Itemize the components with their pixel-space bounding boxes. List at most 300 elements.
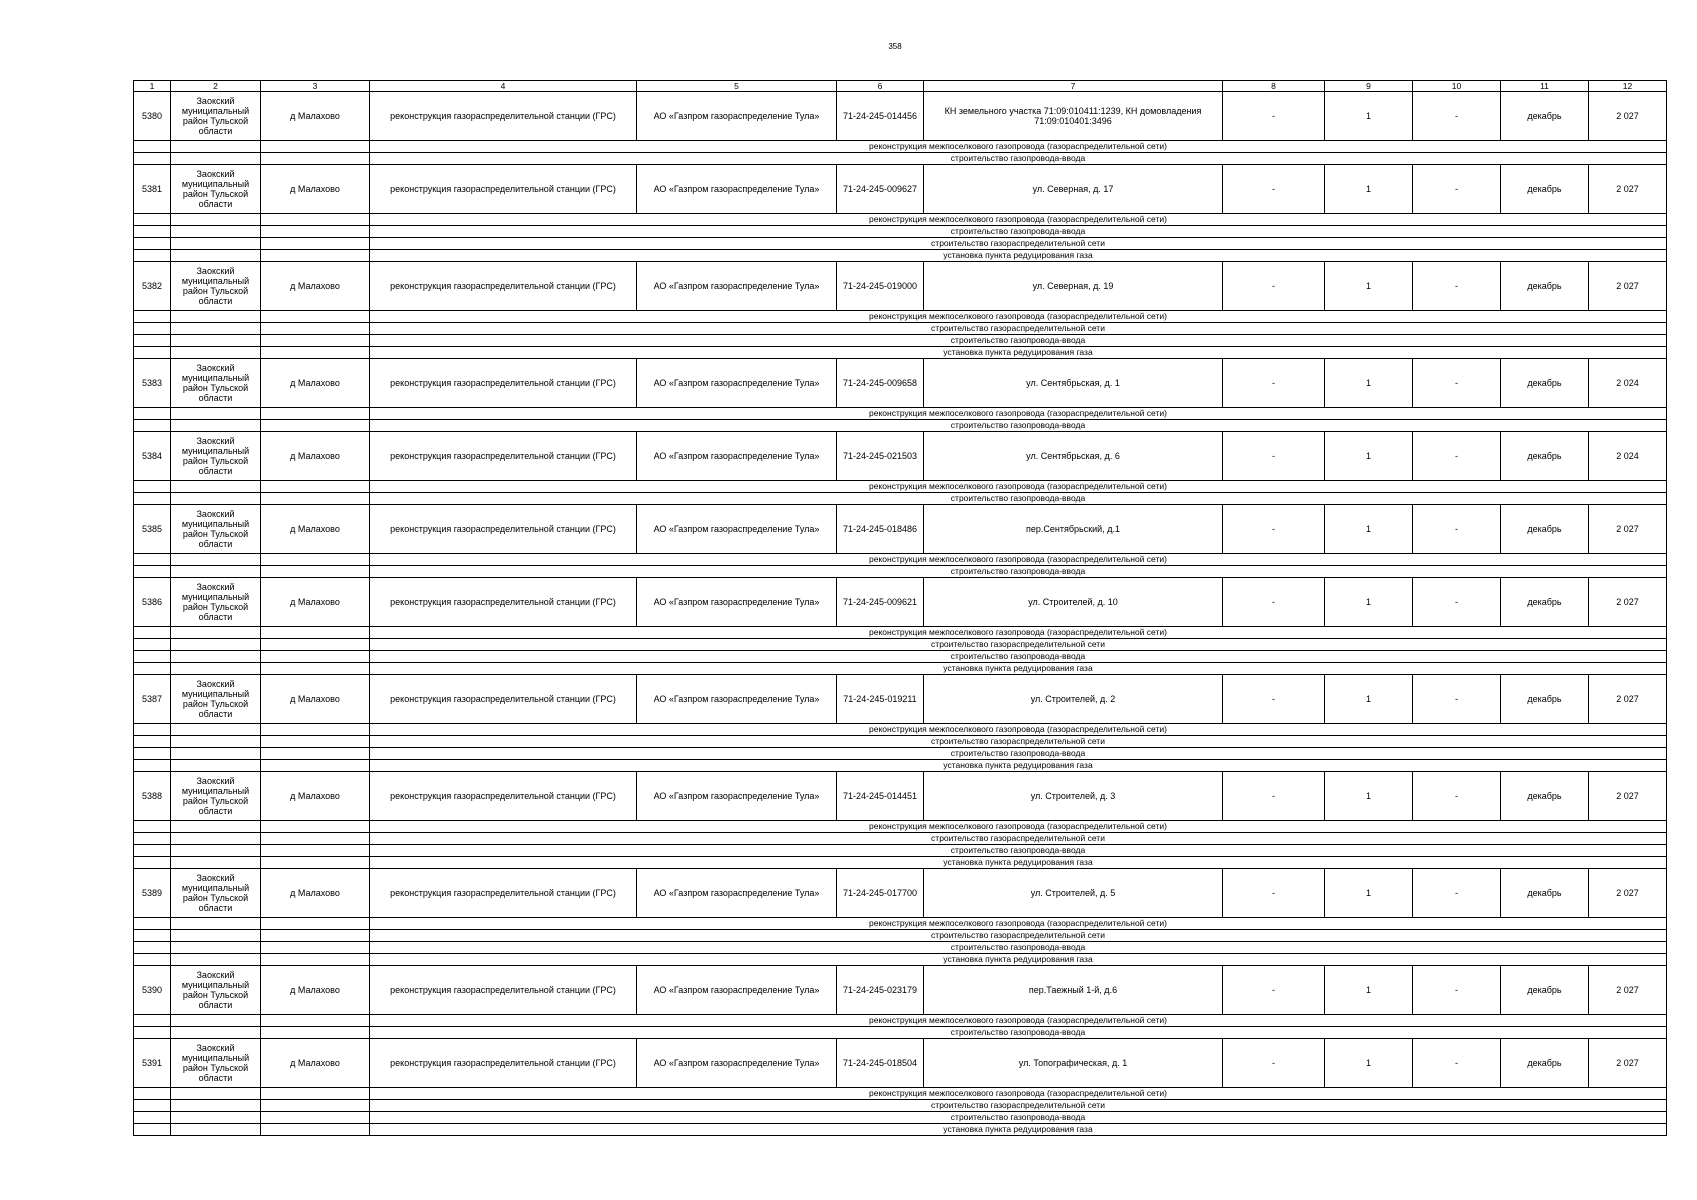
empty-cell xyxy=(134,226,171,238)
subwork-row xyxy=(134,141,1667,153)
address-cell: ул. Строителей, д. 5 xyxy=(924,869,1223,918)
subwork-description-cell: строительство газопровода-ввода xyxy=(370,748,1667,760)
empty-cell xyxy=(134,566,171,578)
subwork-row xyxy=(134,821,1667,833)
empty-cell xyxy=(171,627,261,639)
column-8-cell: - xyxy=(1223,262,1325,311)
object-code-cell: 71-24-245-019000 xyxy=(837,262,924,311)
empty-cell xyxy=(261,857,370,869)
empty-cell xyxy=(261,408,370,420)
column-header: 8 xyxy=(1223,81,1325,92)
subwork-row xyxy=(134,942,1667,954)
settlement-cell: д Малахово xyxy=(261,165,370,214)
column-10-cell: - xyxy=(1413,359,1501,408)
column-9-cell: 1 xyxy=(1325,262,1413,311)
subwork-description-cell: строительство газопровода-ввода xyxy=(370,1112,1667,1124)
row-number-cell: 5387 xyxy=(134,675,171,724)
empty-cell xyxy=(134,323,171,335)
empty-cell xyxy=(171,347,261,359)
column-header: 6 xyxy=(837,81,924,92)
settlement-cell: д Малахово xyxy=(261,432,370,481)
column-8-cell: - xyxy=(1223,869,1325,918)
empty-cell xyxy=(134,554,171,566)
empty-cell xyxy=(134,1015,171,1027)
work-type-cell: реконструкция газораспределительной станции (ГРС) xyxy=(370,966,637,1015)
empty-cell xyxy=(261,226,370,238)
empty-cell xyxy=(171,214,261,226)
settlement-cell: д Малахово xyxy=(261,92,370,141)
address-cell: ул. Сентябрьская, д. 1 xyxy=(924,359,1223,408)
work-type-cell: реконструкция газораспределительной станции (ГРС) xyxy=(370,432,637,481)
subwork-description-cell: строительство газопровода-ввода xyxy=(370,566,1667,578)
column-10-cell: - xyxy=(1413,92,1501,141)
subwork-description-cell: установка пункта редуцирования газа xyxy=(370,347,1667,359)
column-9-cell: 1 xyxy=(1325,675,1413,724)
empty-cell xyxy=(171,226,261,238)
empty-cell xyxy=(134,481,171,493)
empty-cell xyxy=(261,347,370,359)
empty-cell xyxy=(261,323,370,335)
empty-cell xyxy=(261,845,370,857)
empty-cell xyxy=(134,651,171,663)
empty-cell xyxy=(261,833,370,845)
empty-cell xyxy=(261,1015,370,1027)
row-number-cell: 5390 xyxy=(134,966,171,1015)
address-cell: КН земельного участка 71:09:010411:1239, КН домовладения 71:09:010401:3496 xyxy=(924,92,1223,141)
gas-company-cell: АО «Газпром газораспределение Тула» xyxy=(637,578,837,627)
column-header: 12 xyxy=(1589,81,1667,92)
empty-cell xyxy=(171,942,261,954)
empty-cell xyxy=(261,420,370,432)
empty-cell xyxy=(134,1027,171,1039)
subwork-row xyxy=(134,954,1667,966)
empty-cell xyxy=(261,335,370,347)
subwork-row xyxy=(134,760,1667,772)
empty-cell xyxy=(261,821,370,833)
empty-cell xyxy=(171,845,261,857)
column-8-cell: - xyxy=(1223,578,1325,627)
row-number-cell: 5384 xyxy=(134,432,171,481)
column-10-cell: - xyxy=(1413,966,1501,1015)
month-cell: декабрь xyxy=(1501,505,1589,554)
empty-cell xyxy=(261,918,370,930)
year-cell: 2 027 xyxy=(1589,869,1667,918)
subwork-row xyxy=(134,335,1667,347)
subwork-description-cell: строительство газопровода-ввода xyxy=(370,845,1667,857)
empty-cell xyxy=(171,639,261,651)
empty-cell xyxy=(261,639,370,651)
settlement-cell: д Малахово xyxy=(261,1039,370,1088)
gas-company-cell: АО «Газпром газораспределение Тула» xyxy=(637,165,837,214)
column-9-cell: 1 xyxy=(1325,505,1413,554)
subwork-description-cell: строительство газораспределительной сети xyxy=(370,1100,1667,1112)
gas-company-cell: АО «Газпром газораспределение Тула» xyxy=(637,966,837,1015)
address-cell: ул. Северная, д. 19 xyxy=(924,262,1223,311)
subwork-description-cell: строительство газопровода-ввода xyxy=(370,420,1667,432)
table-row xyxy=(134,359,1667,408)
empty-cell xyxy=(134,420,171,432)
subwork-description-cell: строительство газопровода-ввода xyxy=(370,1027,1667,1039)
column-8-cell: - xyxy=(1223,359,1325,408)
subwork-description-cell: строительство газораспределительной сети xyxy=(370,930,1667,942)
empty-cell xyxy=(134,1124,171,1136)
empty-cell xyxy=(261,311,370,323)
address-cell: пер.Сентябрьский, д.1 xyxy=(924,505,1223,554)
work-type-cell: реконструкция газораспределительной станции (ГРС) xyxy=(370,92,637,141)
subwork-description-cell: установка пункта редуцирования газа xyxy=(370,857,1667,869)
empty-cell xyxy=(261,250,370,262)
work-type-cell: реконструкция газораспределительной станции (ГРС) xyxy=(370,578,637,627)
subwork-row xyxy=(134,1100,1667,1112)
address-cell: ул. Северная, д. 17 xyxy=(924,165,1223,214)
column-header: 7 xyxy=(924,81,1223,92)
work-type-cell: реконструкция газораспределительной станции (ГРС) xyxy=(370,772,637,821)
month-cell: декабрь xyxy=(1501,92,1589,141)
district-cell: Заокский муниципальный район Тульской области xyxy=(171,92,261,141)
gas-company-cell: АО «Газпром газораспределение Тула» xyxy=(637,359,837,408)
empty-cell xyxy=(261,214,370,226)
column-9-cell: 1 xyxy=(1325,1039,1413,1088)
empty-cell xyxy=(171,1088,261,1100)
gasification-table xyxy=(133,80,1667,1136)
column-9-cell: 1 xyxy=(1325,165,1413,214)
work-type-cell: реконструкция газораспределительной станции (ГРС) xyxy=(370,1039,637,1088)
subwork-row xyxy=(134,857,1667,869)
year-cell: 2 027 xyxy=(1589,92,1667,141)
object-code-cell: 71-24-245-019211 xyxy=(837,675,924,724)
gas-company-cell: АО «Газпром газораспределение Тула» xyxy=(637,262,837,311)
work-type-cell: реконструкция газораспределительной станции (ГРС) xyxy=(370,165,637,214)
district-cell: Заокский муниципальный район Тульской области xyxy=(171,359,261,408)
column-10-cell: - xyxy=(1413,675,1501,724)
table-row xyxy=(134,165,1667,214)
empty-cell xyxy=(134,1088,171,1100)
empty-cell xyxy=(134,639,171,651)
empty-cell xyxy=(171,1027,261,1039)
empty-cell xyxy=(171,153,261,165)
column-8-cell: - xyxy=(1223,1039,1325,1088)
empty-cell xyxy=(261,481,370,493)
empty-cell xyxy=(171,857,261,869)
subwork-description-cell: реконструкция межпоселкового газопровода (газораспределительной сети) xyxy=(370,481,1667,493)
table-row xyxy=(134,675,1667,724)
column-header: 11 xyxy=(1501,81,1589,92)
month-cell: декабрь xyxy=(1501,432,1589,481)
work-type-cell: реконструкция газораспределительной станции (ГРС) xyxy=(370,869,637,918)
district-cell: Заокский муниципальный район Тульской области xyxy=(171,1039,261,1088)
column-9-cell: 1 xyxy=(1325,772,1413,821)
object-code-cell: 71-24-245-018486 xyxy=(837,505,924,554)
object-code-cell: 71-24-245-017700 xyxy=(837,869,924,918)
work-type-cell: реконструкция газораспределительной станции (ГРС) xyxy=(370,675,637,724)
year-cell: 2 027 xyxy=(1589,262,1667,311)
row-number-cell: 5391 xyxy=(134,1039,171,1088)
subwork-row xyxy=(134,1112,1667,1124)
empty-cell xyxy=(171,663,261,675)
subwork-row xyxy=(134,311,1667,323)
empty-cell xyxy=(261,554,370,566)
empty-cell xyxy=(171,736,261,748)
empty-cell xyxy=(261,153,370,165)
table-row xyxy=(134,262,1667,311)
address-cell: ул. Топографическая, д. 1 xyxy=(924,1039,1223,1088)
column-8-cell: - xyxy=(1223,675,1325,724)
column-header: 9 xyxy=(1325,81,1413,92)
empty-cell xyxy=(261,930,370,942)
empty-cell xyxy=(261,736,370,748)
district-cell: Заокский муниципальный район Тульской области xyxy=(171,675,261,724)
subwork-description-cell: реконструкция межпоселкового газопровода (газораспределительной сети) xyxy=(370,724,1667,736)
empty-cell xyxy=(134,942,171,954)
subwork-description-cell: реконструкция межпоселкового газопровода (газораспределительной сети) xyxy=(370,918,1667,930)
empty-cell xyxy=(134,408,171,420)
object-code-cell: 71-24-245-009627 xyxy=(837,165,924,214)
gas-company-cell: АО «Газпром газораспределение Тула» xyxy=(637,1039,837,1088)
empty-cell xyxy=(261,748,370,760)
empty-cell xyxy=(134,930,171,942)
subwork-row xyxy=(134,918,1667,930)
object-code-cell: 71-24-245-014456 xyxy=(837,92,924,141)
table-row xyxy=(134,966,1667,1015)
subwork-row xyxy=(134,566,1667,578)
column-10-cell: - xyxy=(1413,432,1501,481)
column-header: 5 xyxy=(637,81,837,92)
settlement-cell: д Малахово xyxy=(261,772,370,821)
subwork-row xyxy=(134,930,1667,942)
subwork-row xyxy=(134,347,1667,359)
column-8-cell: - xyxy=(1223,165,1325,214)
empty-cell xyxy=(134,335,171,347)
subwork-description-cell: установка пункта редуцирования газа xyxy=(370,1124,1667,1136)
gas-company-cell: АО «Газпром газораспределение Тула» xyxy=(637,772,837,821)
empty-cell xyxy=(171,833,261,845)
subwork-row xyxy=(134,493,1667,505)
subwork-description-cell: строительство газопровода-ввода xyxy=(370,153,1667,165)
subwork-row xyxy=(134,639,1667,651)
empty-cell xyxy=(134,347,171,359)
subwork-description-cell: реконструкция межпоселкового газопровода (газораспределительной сети) xyxy=(370,554,1667,566)
year-cell: 2 027 xyxy=(1589,772,1667,821)
subwork-row xyxy=(134,226,1667,238)
empty-cell xyxy=(261,493,370,505)
address-cell: пер.Таежный 1-й, д.6 xyxy=(924,966,1223,1015)
page-number: 358 xyxy=(888,42,902,51)
empty-cell xyxy=(171,566,261,578)
subwork-description-cell: реконструкция межпоселкового газопровода (газораспределительной сети) xyxy=(370,141,1667,153)
empty-cell xyxy=(261,760,370,772)
empty-cell xyxy=(171,311,261,323)
empty-cell xyxy=(261,651,370,663)
month-cell: декабрь xyxy=(1501,359,1589,408)
month-cell: декабрь xyxy=(1501,675,1589,724)
column-9-cell: 1 xyxy=(1325,432,1413,481)
column-header: 3 xyxy=(261,81,370,92)
subwork-description-cell: строительство газопровода-ввода xyxy=(370,226,1667,238)
column-9-cell: 1 xyxy=(1325,359,1413,408)
subwork-row xyxy=(134,1027,1667,1039)
subwork-row xyxy=(134,408,1667,420)
subwork-row xyxy=(134,250,1667,262)
empty-cell xyxy=(134,748,171,760)
subwork-row xyxy=(134,554,1667,566)
month-cell: декабрь xyxy=(1501,578,1589,627)
subwork-row xyxy=(134,1124,1667,1136)
empty-cell xyxy=(261,724,370,736)
subwork-description-cell: строительство газораспределительной сети xyxy=(370,736,1667,748)
empty-cell xyxy=(171,1015,261,1027)
year-cell: 2 027 xyxy=(1589,675,1667,724)
empty-cell xyxy=(261,1124,370,1136)
settlement-cell: д Малахово xyxy=(261,869,370,918)
table-row xyxy=(134,869,1667,918)
settlement-cell: д Малахово xyxy=(261,505,370,554)
subwork-description-cell: установка пункта редуцирования газа xyxy=(370,954,1667,966)
column-header: 10 xyxy=(1413,81,1501,92)
empty-cell xyxy=(134,663,171,675)
empty-cell xyxy=(171,724,261,736)
year-cell: 2 027 xyxy=(1589,165,1667,214)
empty-cell xyxy=(171,1112,261,1124)
empty-cell xyxy=(171,554,261,566)
subwork-row xyxy=(134,238,1667,250)
subwork-row xyxy=(134,651,1667,663)
subwork-row xyxy=(134,1088,1667,1100)
district-cell: Заокский муниципальный район Тульской области xyxy=(171,772,261,821)
subwork-description-cell: строительство газопровода-ввода xyxy=(370,335,1667,347)
year-cell: 2 027 xyxy=(1589,966,1667,1015)
month-cell: декабрь xyxy=(1501,165,1589,214)
empty-cell xyxy=(171,954,261,966)
empty-cell xyxy=(134,250,171,262)
row-number-cell: 5386 xyxy=(134,578,171,627)
empty-cell xyxy=(134,821,171,833)
year-cell: 2 024 xyxy=(1589,359,1667,408)
address-cell: ул. Строителей, д. 3 xyxy=(924,772,1223,821)
subwork-row xyxy=(134,1015,1667,1027)
empty-cell xyxy=(134,153,171,165)
address-cell: ул. Строителей, д. 10 xyxy=(924,578,1223,627)
subwork-row xyxy=(134,724,1667,736)
empty-cell xyxy=(171,651,261,663)
subwork-row xyxy=(134,627,1667,639)
row-number-cell: 5383 xyxy=(134,359,171,408)
empty-cell xyxy=(171,760,261,772)
column-10-cell: - xyxy=(1413,578,1501,627)
empty-cell xyxy=(134,724,171,736)
column-10-cell: - xyxy=(1413,165,1501,214)
month-cell: декабрь xyxy=(1501,772,1589,821)
table-row xyxy=(134,432,1667,481)
subwork-row xyxy=(134,845,1667,857)
settlement-cell: д Малахово xyxy=(261,966,370,1015)
empty-cell xyxy=(261,1112,370,1124)
settlement-cell: д Малахово xyxy=(261,675,370,724)
column-10-cell: - xyxy=(1413,772,1501,821)
object-code-cell: 71-24-245-023179 xyxy=(837,966,924,1015)
column-9-cell: 1 xyxy=(1325,578,1413,627)
district-cell: Заокский муниципальный район Тульской области xyxy=(171,966,261,1015)
month-cell: декабрь xyxy=(1501,262,1589,311)
row-number-cell: 5389 xyxy=(134,869,171,918)
address-cell: ул. Сентябрьская, д. 6 xyxy=(924,432,1223,481)
work-type-cell: реконструкция газораспределительной станции (ГРС) xyxy=(370,262,637,311)
subwork-description-cell: установка пункта редуцирования газа xyxy=(370,760,1667,772)
column-8-cell: - xyxy=(1223,432,1325,481)
column-9-cell: 1 xyxy=(1325,92,1413,141)
subwork-description-cell: строительство газораспределительной сети xyxy=(370,238,1667,250)
empty-cell xyxy=(134,238,171,250)
district-cell: Заокский муниципальный район Тульской области xyxy=(171,165,261,214)
empty-cell xyxy=(261,627,370,639)
month-cell: декабрь xyxy=(1501,966,1589,1015)
empty-cell xyxy=(171,748,261,760)
empty-cell xyxy=(261,1088,370,1100)
empty-cell xyxy=(134,1112,171,1124)
empty-cell xyxy=(261,1100,370,1112)
empty-cell xyxy=(134,311,171,323)
column-9-cell: 1 xyxy=(1325,966,1413,1015)
empty-cell xyxy=(171,420,261,432)
subwork-description-cell: установка пункта редуцирования газа xyxy=(370,250,1667,262)
gas-company-cell: АО «Газпром газораспределение Тула» xyxy=(637,505,837,554)
empty-cell xyxy=(134,214,171,226)
subwork-description-cell: строительство газораспределительной сети xyxy=(370,833,1667,845)
empty-cell xyxy=(171,335,261,347)
column-10-cell: - xyxy=(1413,262,1501,311)
subwork-description-cell: строительство газораспределительной сети xyxy=(370,323,1667,335)
empty-cell xyxy=(171,323,261,335)
column-10-cell: - xyxy=(1413,505,1501,554)
empty-cell xyxy=(134,954,171,966)
empty-cell xyxy=(134,845,171,857)
column-header: 4 xyxy=(370,81,637,92)
empty-cell xyxy=(171,930,261,942)
table-row xyxy=(134,1039,1667,1088)
object-code-cell: 71-24-245-018504 xyxy=(837,1039,924,1088)
district-cell: Заокский муниципальный район Тульской области xyxy=(171,578,261,627)
column-10-cell: - xyxy=(1413,869,1501,918)
empty-cell xyxy=(134,833,171,845)
row-number-cell: 5382 xyxy=(134,262,171,311)
subwork-description-cell: реконструкция межпоселкового газопровода (газораспределительной сети) xyxy=(370,408,1667,420)
empty-cell xyxy=(171,141,261,153)
empty-cell xyxy=(261,141,370,153)
subwork-row xyxy=(134,420,1667,432)
empty-cell xyxy=(261,1027,370,1039)
month-cell: декабрь xyxy=(1501,869,1589,918)
empty-cell xyxy=(171,1124,261,1136)
table-row xyxy=(134,92,1667,141)
subwork-row xyxy=(134,663,1667,675)
year-cell: 2 027 xyxy=(1589,1039,1667,1088)
subwork-row xyxy=(134,736,1667,748)
district-cell: Заокский муниципальный район Тульской области xyxy=(171,262,261,311)
empty-cell xyxy=(261,942,370,954)
table-row xyxy=(134,505,1667,554)
gas-company-cell: АО «Газпром газораспределение Тула» xyxy=(637,92,837,141)
empty-cell xyxy=(261,954,370,966)
empty-cell xyxy=(134,918,171,930)
district-cell: Заокский муниципальный район Тульской области xyxy=(171,869,261,918)
subwork-description-cell: реконструкция межпоселкового газопровода (газораспределительной сети) xyxy=(370,821,1667,833)
empty-cell xyxy=(171,493,261,505)
year-cell: 2 024 xyxy=(1589,432,1667,481)
column-number-header-row xyxy=(134,81,1667,92)
table-row xyxy=(134,578,1667,627)
empty-cell xyxy=(261,566,370,578)
work-type-cell: реконструкция газораспределительной станции (ГРС) xyxy=(370,359,637,408)
empty-cell xyxy=(134,627,171,639)
